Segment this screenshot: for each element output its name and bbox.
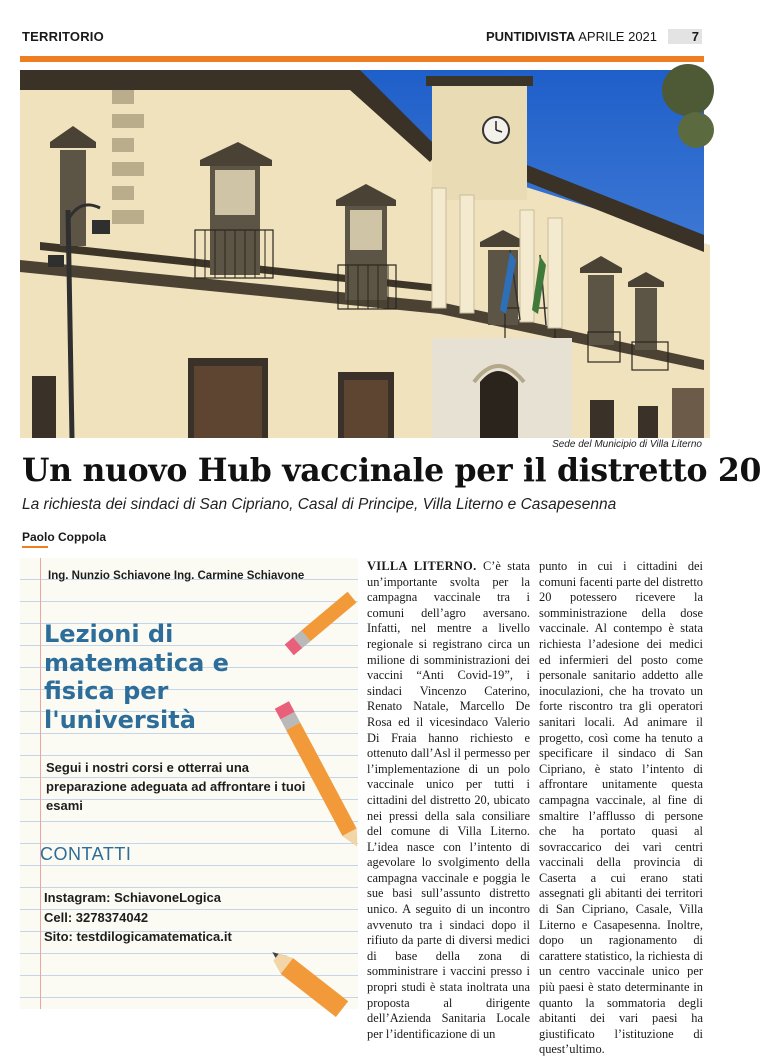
magazine-name: PUNTIDIVISTA	[486, 29, 576, 44]
ad-title-line: Lezioni di	[44, 620, 174, 648]
section-label: TERRITORIO	[22, 29, 104, 44]
pencil-icon	[296, 588, 356, 650]
page-number: 7	[668, 29, 702, 44]
ad-tutor-names: Ing. Nunzio Schiavone Ing. Carmine Schiavone	[48, 570, 305, 582]
tutoring-advertisement	[20, 558, 358, 1009]
header-rule	[20, 56, 704, 62]
ad-title-line: fisica per	[44, 677, 169, 705]
ad-cell: Cell: 3278374042	[44, 909, 149, 925]
photo-caption: Sede del Municipio di Villa Literno	[552, 439, 702, 450]
ad-description: Segui i nostri corsi e otterrai una preparazione adeguata ad affrontare i tuoi esami	[46, 760, 306, 813]
ad-instagram: Instagram: SchiavoneLogica	[44, 890, 221, 905]
article-column-1	[367, 559, 530, 1042]
ad-title-line: l'università	[44, 705, 196, 734]
article-body-part-2: punto in cui i cittadini dei comuni facenti parte del distretto 20 potessero ricevere la somministrazione della dose vaccinale. Al contempo è stata richiesta l’adesione dei medici ed infermieri del posto come personale sanitario addetto alle inoculazioni, che ha trovato un forte riscontro tra gli operatori sanitari locali. Ad animare il progetto, così come ha tenuto a specificare il sindaco di San Cipriano, è stato l’intento di affrontare unitamente questa campagna vaccinale, al fine di smaltire l’afflusso di persone che ha portato quasi al sovraccarico dei vari centri vaccinali della provincia di Caserta a cui erano stati assegnati gli abitanti dei territori di San Cipriano, Casale, Villa Literno e Casapesenna. Inoltre, dopo un ragionamento di carattere statistico, la richiesta di un centro vaccinale unico per più paesi è stato determinante in quanto la sommatoria degli abitanti dei vari paesi ha giustificato l’istituzione di quest’ultimo.	[539, 559, 703, 1057]
article-headline: Un nuovo Hub vaccinale per il distretto 20	[22, 452, 761, 489]
article-body-part-1: C’è stata un’importante svolta per la campagna vaccinale tra i comuni dell’agro aversano. Infatti, nel mentre a livello regionale si registrano circa un milione di somministrazioni dei vaccini “Anti Covid-19”, i sindaci Vincenzo Caterino, Renato Natale, Marcello De Rosa ed il vicesindaco Valerio Di Fraia hanno richiesto e ottenuto dall’Asl il permesso per l’implementazione di un polo vaccinale unico per tutti i cittadini del distretto 20, ubicato nei pressi della sala consiliare del comune di Villa Literno. L’idea nasce con l’intento di agevolare lo svolgimento della campagna vaccinale e poggia le sue basi sull’assunto distretto unico. A seguito di un incontro avvenuto tra i sindaci dopo il rifiuto da parte di diversi medici di base della zona di somministrare i vaccini presso i propri studi è stata inoltrata una proposta al dirigente dell’Azienda Sanitaria Locale per l’identificazione di un	[367, 559, 531, 1041]
pencil-icon	[296, 718, 356, 858]
pencil-icon	[260, 950, 330, 1009]
ad-contact-list	[44, 888, 232, 947]
article-dateline: VILLA LITERNO.	[367, 559, 477, 573]
ad-site: Sito: testdilogicamatematica.it	[44, 929, 232, 944]
town-hall-illustration	[20, 70, 704, 438]
byline-rule	[22, 546, 48, 548]
ad-title-line: matematica e	[44, 648, 229, 677]
article-column-2	[539, 559, 703, 1058]
article-subhead: La richiesta dei sindaci di San Cipriano, Casal di Principe, Villa Literno e Casapesenna	[22, 496, 617, 513]
issue-date: APRILE 2021	[578, 29, 658, 44]
ad-title	[44, 620, 274, 734]
author-byline: Paolo Coppola	[22, 530, 106, 544]
issue-info	[486, 29, 657, 44]
town-hall-photo	[20, 70, 704, 438]
ad-contacts-heading: CONTATTI	[40, 844, 132, 864]
